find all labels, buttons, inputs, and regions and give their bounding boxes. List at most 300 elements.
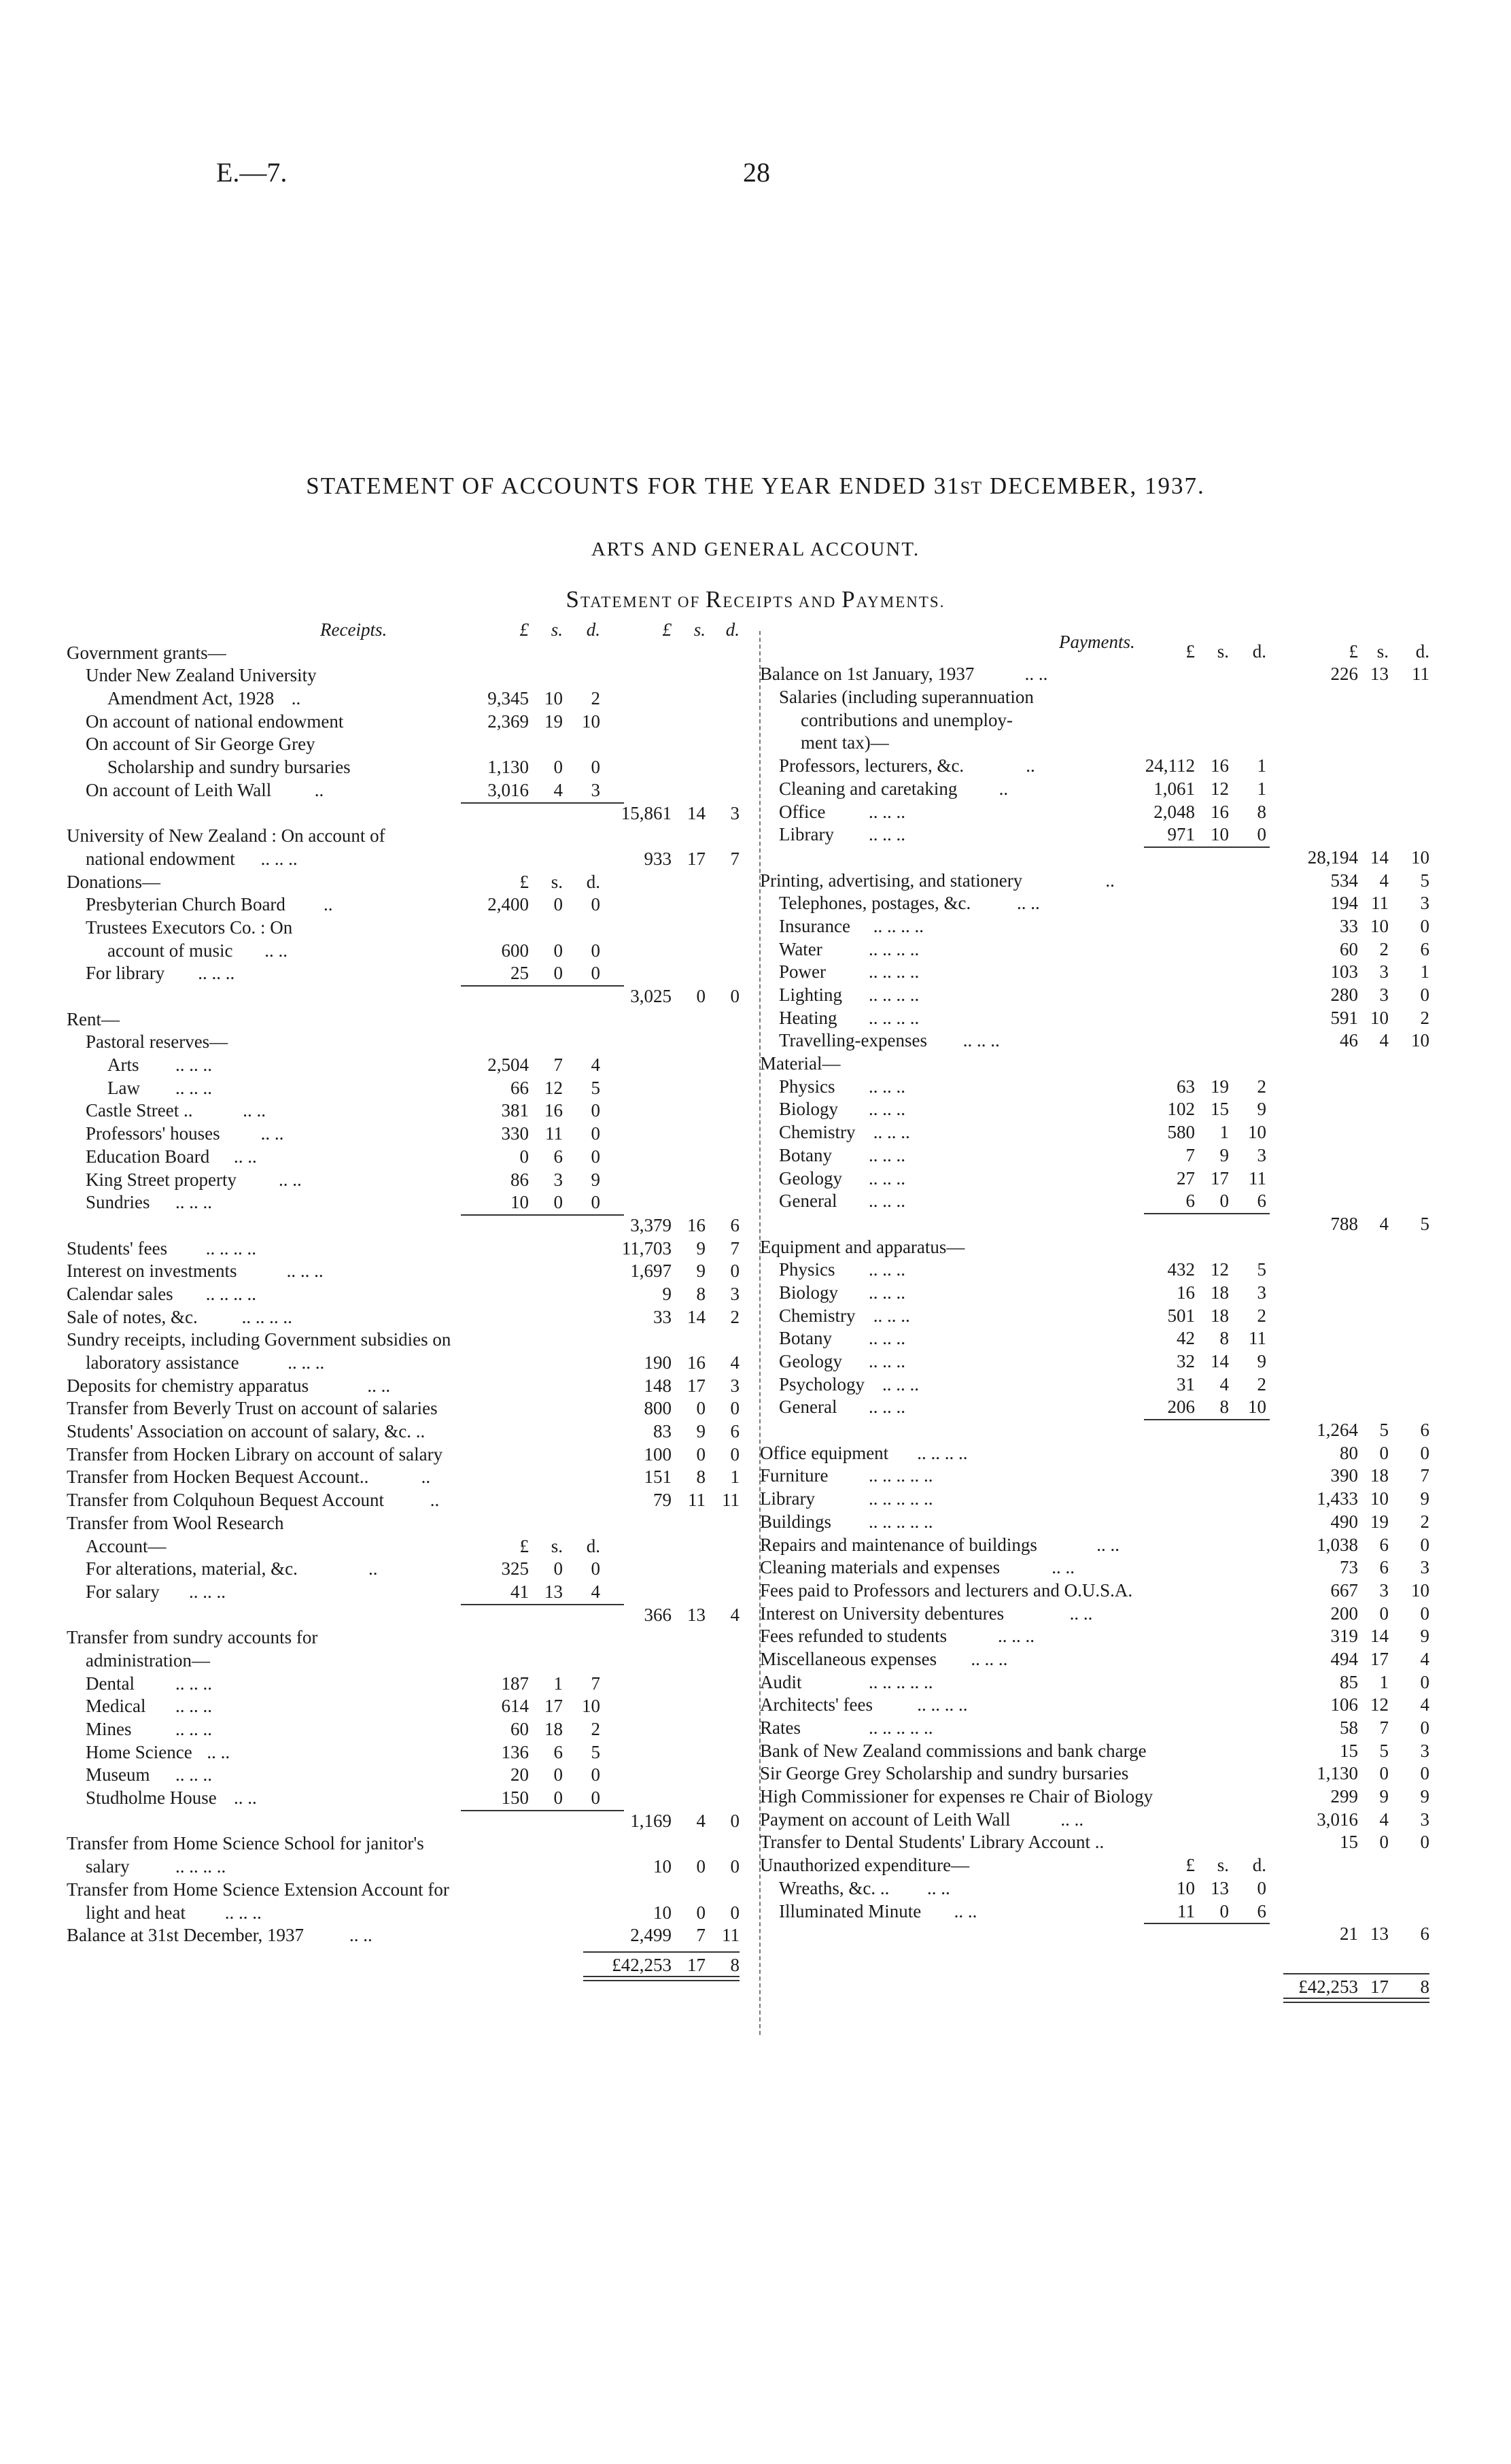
shillings-amount: 0 (553, 1764, 563, 1785)
payments-row (760, 1121, 1446, 1144)
total-pounds-amount: 10 (653, 1902, 672, 1923)
total-pounds-amount: 46 (1340, 1030, 1358, 1051)
pence-amount: 0 (1257, 824, 1266, 845)
total-pounds-amount: 226 (1330, 664, 1358, 685)
pence-amount: 3 (591, 779, 600, 800)
leader-dots: .. .. .. (869, 1191, 905, 1212)
payments-row (760, 1259, 1446, 1282)
pounds-amount: 150 (501, 1787, 529, 1809)
pence-amount: 0 (591, 1123, 600, 1144)
pence-amount: 0 (1257, 1877, 1266, 1898)
total-pounds-amount: 148 (644, 1375, 672, 1396)
payments-row (760, 984, 1446, 1007)
leader-dots: .. .. (234, 1146, 257, 1167)
shillings-amount: 18 (1211, 1282, 1229, 1303)
line-item-label: Trustees Executors Co. : On (86, 917, 293, 938)
payments-row (760, 1213, 1446, 1236)
receipts-row (67, 1581, 753, 1604)
payments-row (760, 778, 1446, 801)
total-shillings-amount: 6 (1379, 1534, 1389, 1555)
leader-dots: .. .. .. (869, 1397, 905, 1418)
pence-amount: 7 (591, 1673, 600, 1694)
total-shillings-amount: 13 (1370, 664, 1389, 685)
total-pounds-amount: 151 (644, 1467, 672, 1488)
leader-dots: .. .. .. (286, 1261, 324, 1282)
total-pounds-amount: 83 (653, 1421, 672, 1442)
line-item-label: Miscellaneous expenses (760, 1648, 937, 1669)
total-pounds-amount: 100 (644, 1443, 672, 1465)
payments-row (760, 938, 1446, 961)
receipts-row (67, 1169, 753, 1192)
receipts-row (67, 1673, 753, 1696)
line-item-label: Deposits for chemistry apparatus (67, 1375, 309, 1396)
total-pounds-amount: 15 (1340, 1832, 1358, 1853)
pounds-amount: 0 (519, 1146, 529, 1167)
total-pounds-amount: 200 (1330, 1603, 1358, 1624)
line-item-label: Interest on University debentures (760, 1603, 1005, 1624)
total-pence-amount: 10 (1411, 846, 1429, 868)
total-pence-amount: 0 (1420, 985, 1429, 1005)
total-shillings-amount: 18 (1370, 1465, 1389, 1486)
payments-row (760, 1625, 1446, 1648)
total-pounds-amount: 1,697 (630, 1261, 672, 1282)
col1-heading: £ (1185, 640, 1195, 662)
total-shillings-amount: 7 (696, 1925, 706, 1946)
receipts-row (67, 1764, 753, 1787)
total-pounds-amount: 103 (1330, 961, 1358, 982)
line-item-label: On account of national endowment (86, 711, 344, 732)
line-item-label: Botany (779, 1328, 832, 1349)
total-shillings-amount: 2 (1379, 938, 1389, 959)
payments-row (760, 1740, 1446, 1763)
total-shillings-amount: 0 (1379, 1832, 1389, 1853)
line-item-label: Payment on account of Leith Wall (760, 1809, 1011, 1830)
receipts-row (67, 1283, 753, 1306)
total-pence-amount: 0 (730, 986, 740, 1006)
payments-row (760, 1442, 1446, 1465)
total-pence-amount: 1 (730, 1467, 740, 1488)
line-item-label: Cleaning and caretaking (779, 778, 958, 799)
leader-dots: .. .. .. (288, 1352, 325, 1373)
payments-row (760, 1671, 1446, 1694)
total-shillings-amount: 11 (1371, 893, 1389, 914)
receipts-row (67, 1810, 753, 1833)
total-pounds-amount: 280 (1330, 985, 1358, 1005)
line-item-label: salary (86, 1856, 130, 1877)
line-item-label: Sundry receipts, including Government subsidies on (67, 1329, 451, 1350)
leader-dots: .. .. (954, 1900, 977, 1921)
line-item-label: contributions and unemploy- (801, 709, 1013, 730)
total-shillings-amount: 4 (1379, 1213, 1389, 1234)
line-item-label: Professors, lecturers, &c. (779, 755, 965, 776)
receipts-row (67, 1306, 753, 1329)
receipts-row (67, 1077, 753, 1100)
receipts-row (67, 1054, 753, 1077)
shillings-amount: 3 (553, 1169, 563, 1190)
col1-heading: s. (551, 619, 563, 640)
total-pounds-amount: 390 (1330, 1465, 1358, 1486)
pounds-amount: 600 (501, 940, 529, 961)
line-item-label: Law (107, 1077, 140, 1098)
total-pounds-amount: 494 (1330, 1648, 1358, 1669)
line-item-label: Medical (86, 1696, 146, 1717)
total-pounds-amount: 79 (653, 1490, 672, 1511)
shillings-amount: 12 (544, 1077, 563, 1098)
line-item-label: Students' Association on account of salary, &c. .. (67, 1421, 425, 1442)
line-item-label: Material— (760, 1053, 841, 1074)
line-item-label: Museum (86, 1764, 150, 1785)
leader-dots: .. .. .. (873, 1305, 910, 1326)
col1-heading: £ (519, 619, 529, 640)
col2-heading: d. (1415, 640, 1429, 662)
receipts-row (67, 1237, 753, 1261)
total-pounds-amount: 194 (1330, 893, 1358, 914)
line-item-label: Scholarship and sundry bursaries (107, 757, 351, 778)
receipts-row (67, 1604, 753, 1627)
payments-row (760, 709, 1446, 732)
pence-amount: 10 (1248, 1122, 1266, 1143)
total-pence-amount: 4 (730, 1604, 740, 1625)
line-item-label: Presbyterian Church Board (86, 894, 285, 915)
line-item-label: Unauthorized expenditure— (760, 1855, 970, 1876)
leader-dots: .. .. .. (869, 824, 905, 845)
shillings-amount: 11 (545, 1123, 563, 1144)
pounds-amount: 60 (510, 1719, 529, 1739)
line-item-label: Water (779, 938, 822, 959)
subtotal-rule (1144, 1419, 1270, 1420)
total-pounds-amount: 1,264 (1317, 1420, 1358, 1441)
leader-dots: .. .. .. (175, 1764, 212, 1785)
total-shillings-amount: 0 (696, 1443, 706, 1465)
col1-heading: s. (1217, 640, 1229, 662)
shillings-amount: 0 (553, 963, 563, 984)
shillings-amount: 10 (544, 688, 563, 709)
pounds-amount: 187 (501, 1673, 529, 1694)
payments-row (760, 1190, 1446, 1213)
leader-dots: .. .. .. (869, 1076, 905, 1097)
line-item-label: Biology (779, 1099, 839, 1120)
total-pounds-amount: 85 (1340, 1671, 1358, 1692)
total-pence-amount: 4 (1420, 1694, 1429, 1715)
total-pounds-amount: 788 (1330, 1213, 1358, 1234)
shillings-amount: 16 (544, 1100, 563, 1121)
total-shillings-amount: 9 (1379, 1786, 1389, 1807)
line-item-label: national endowment (86, 848, 235, 869)
total-shillings-amount: 0 (1379, 1442, 1389, 1463)
total-pence-amount: 4 (1420, 1648, 1429, 1669)
pence-amount: 2 (1257, 1305, 1266, 1326)
total-pence-amount: 5 (1420, 870, 1429, 891)
total-pence-amount: 2 (1420, 1511, 1429, 1532)
receipts-row (67, 1375, 753, 1398)
total-pounds-amount: 366 (644, 1604, 672, 1625)
line-item-label: Students' fees (67, 1237, 168, 1259)
line-item-label: account of music (107, 940, 233, 961)
line-item-label: Account— (86, 1535, 167, 1556)
line-item-label: Biology (779, 1282, 839, 1303)
leader-dots: .. .. .. (189, 1581, 226, 1602)
leader-dots: .. .. (243, 1100, 266, 1121)
pence-amount: 0 (591, 1764, 600, 1785)
col2-heading: s. (693, 619, 706, 640)
payments-row (760, 892, 1446, 915)
col1-heading: s. (1217, 1855, 1229, 1876)
line-item-label: Salaries (including superannuation (779, 687, 1034, 708)
line-item-label: Transfer from Hocken Bequest Account.. (67, 1467, 369, 1488)
pence-amount: 10 (582, 1696, 600, 1717)
total-shillings-amount: 17 (687, 848, 706, 869)
line-item-label: ment tax)— (801, 732, 889, 753)
leader-dots: .. .. (1069, 1603, 1093, 1624)
total-pence-amount: 4 (730, 1352, 740, 1373)
pence-amount: 4 (591, 1055, 600, 1076)
leader-dots: .. .. .. (869, 1282, 905, 1303)
leader-dots: .. (291, 688, 301, 709)
total-pounds-amount: 73 (1340, 1557, 1358, 1578)
line-item-label: Transfer from Hocken Library on account of salary (67, 1443, 443, 1465)
shillings-amount: 10 (1211, 824, 1229, 845)
pounds-amount: 20 (510, 1764, 529, 1785)
leader-dots: .. .. .. (175, 1077, 212, 1098)
line-item-label: For library (86, 963, 165, 984)
receipts-row (67, 1443, 753, 1467)
payments-row (760, 686, 1446, 709)
pounds-amount: 2,504 (487, 1055, 529, 1076)
receipts-row (67, 1214, 753, 1237)
total-pence-amount: 0 (730, 1856, 740, 1877)
leader-dots: .. (368, 1558, 378, 1579)
payments-row (760, 915, 1446, 938)
line-item-label: Lighting (779, 985, 842, 1005)
pounds-amount: 3,016 (487, 779, 529, 800)
leader-dots: .. .. .. (198, 963, 235, 984)
leader-dots: .. .. .. (962, 1030, 1000, 1051)
total-pence-amount: 6 (730, 1214, 740, 1235)
total-pounds-amount: 1,433 (1317, 1488, 1358, 1509)
total-pounds-amount: 534 (1330, 870, 1358, 891)
line-item-label: Chemistry (779, 1122, 856, 1143)
receipts-row (67, 1031, 753, 1054)
total-shillings-amount: 5 (1379, 1420, 1389, 1441)
total-pence-amount: 0 (730, 1261, 740, 1282)
pence-amount: 11 (1249, 1328, 1266, 1349)
pence-amount: 9 (591, 1169, 600, 1190)
line-item-label: Calendar sales (67, 1283, 173, 1304)
total-shillings-amount: 10 (1370, 1488, 1389, 1509)
total-shillings-amount: 0 (696, 1902, 706, 1923)
total-pence-amount: 1 (1420, 961, 1429, 982)
title-text-post: DECEMBER, 1937. (982, 473, 1205, 499)
total-shillings-amount: 17 (687, 1954, 706, 1975)
pence-amount: 6 (1257, 1900, 1266, 1921)
payments-row (760, 1785, 1446, 1809)
total-shillings-amount: 8 (696, 1467, 706, 1488)
leader-dots: .. .. .. (175, 1719, 212, 1739)
receipts-row (67, 687, 753, 711)
payments-row (760, 1465, 1446, 1488)
line-item-label: Repairs and maintenance of buildings (760, 1534, 1037, 1555)
leader-dots: .. .. (349, 1925, 372, 1946)
line-item-label: Education Board (86, 1146, 210, 1167)
receipts-row (67, 1741, 753, 1764)
pence-amount: 2 (1257, 1373, 1266, 1394)
line-item-label: Chemistry (779, 1305, 856, 1326)
payments-row (760, 755, 1446, 778)
line-item-label: Castle Street .. (86, 1100, 193, 1121)
line-item-label: Illuminated Minute (779, 1900, 922, 1921)
payments-row (760, 1694, 1446, 1717)
pounds-amount: 9,345 (487, 688, 529, 709)
line-item-label: Audit (760, 1671, 802, 1692)
shillings-amount: 6 (553, 1146, 563, 1167)
line-item-label: Insurance (779, 915, 850, 936)
payments-heading: Payments. (1059, 632, 1135, 652)
col1-heading: £ (519, 871, 529, 892)
payments-row (760, 1007, 1446, 1030)
pounds-amount: 330 (501, 1123, 529, 1144)
leader-dots: .. .. .. .. .. (869, 1488, 933, 1509)
shillings-amount: 18 (1211, 1305, 1229, 1326)
pence-amount: 10 (1248, 1397, 1266, 1418)
shillings-amount: 0 (553, 1558, 563, 1579)
leader-dots: .. .. .. (998, 1626, 1035, 1647)
total-shillings-amount: 17 (1370, 1648, 1389, 1669)
line-item-label: Buildings (760, 1511, 832, 1532)
line-item-label: Pastoral reserves— (86, 1031, 228, 1053)
total-pence-amount: 6 (730, 1421, 740, 1442)
line-item-label: Interest on investments (67, 1261, 237, 1282)
shillings-amount: 17 (544, 1696, 563, 1717)
title-ordinal-suffix: ST (960, 478, 983, 498)
shillings-amount: 8 (1219, 1328, 1229, 1349)
col1-heading: d. (586, 871, 600, 892)
leader-dots: .. .. .. .. .. (869, 1511, 933, 1532)
total-pence-amount: 3 (730, 1283, 740, 1304)
total-pounds-amount: 1,038 (1317, 1534, 1358, 1555)
total-shillings-amount: 3 (1379, 961, 1389, 982)
leader-dots: .. .. (234, 1787, 257, 1809)
total-pence-amount: 2 (1420, 1007, 1429, 1028)
total-pounds-amount: 800 (644, 1398, 672, 1419)
receipts-row (67, 1924, 753, 1947)
receipts-row (67, 871, 753, 894)
total-pence-amount: 8 (1420, 1976, 1429, 1997)
total-pence-amount: 7 (730, 1237, 740, 1259)
line-item-label: Equipment and apparatus— (760, 1236, 965, 1257)
total-shillings-amount: 13 (1370, 1923, 1389, 1945)
leader-dots: .. .. .. (260, 848, 298, 869)
pounds-amount: 41 (510, 1581, 529, 1602)
total-shillings-amount: 3 (1379, 1579, 1389, 1601)
receipts-row (67, 825, 753, 848)
col2-heading: s. (1376, 640, 1389, 662)
receipts-row (67, 1787, 753, 1810)
total-pence-amount: 2 (730, 1306, 740, 1327)
col1-heading: £ (519, 1535, 529, 1556)
total-pence-amount: 11 (722, 1925, 740, 1946)
line-item-label: Physics (779, 1259, 835, 1280)
receipts-row (67, 985, 753, 1008)
line-item-label: Geology (779, 1167, 842, 1188)
total-shillings-amount: 4 (1379, 1809, 1389, 1830)
payments-row (760, 870, 1446, 893)
total-pence-amount: 0 (1420, 1603, 1429, 1624)
col1-heading: d. (586, 619, 600, 640)
leader-dots: .. .. .. .. (869, 1007, 920, 1028)
line-item-label: light and heat (86, 1902, 186, 1923)
payments-row (760, 1236, 1446, 1259)
pounds-amount: 10 (510, 1192, 529, 1213)
receipts-row (67, 1420, 753, 1443)
col1-heading: s. (551, 871, 563, 892)
leader-dots: .. .. (927, 1877, 950, 1898)
payments-row (760, 1603, 1446, 1626)
total-pounds-amount: 10 (653, 1856, 672, 1877)
receipts-row (67, 1951, 753, 1974)
payments-row (760, 1534, 1446, 1557)
total-pounds-amount: 33 (1340, 915, 1358, 936)
total-pounds-amount: 21 (1340, 1923, 1358, 1945)
leader-dots: .. .. .. .. (205, 1283, 257, 1304)
line-item-label: General (779, 1191, 837, 1212)
leader-dots: .. .. (207, 1741, 230, 1762)
receipts-row (67, 642, 753, 665)
shillings-amount: 6 (553, 1741, 563, 1762)
pounds-amount: 66 (510, 1077, 529, 1098)
line-item-label: Printing, advertising, and stationery (760, 870, 1023, 891)
pence-amount: 6 (1257, 1191, 1266, 1212)
total-pence-amount: 3 (1420, 893, 1429, 914)
total-pence-amount: 0 (1420, 1534, 1429, 1555)
total-shillings-amount: 3 (1379, 985, 1389, 1005)
total-shillings-amount: 10 (1370, 915, 1389, 936)
pounds-amount: 432 (1167, 1259, 1195, 1280)
total-pence-amount: 6 (1420, 1923, 1429, 1945)
line-item-label: Sundries (86, 1192, 150, 1213)
receipts-row (67, 1695, 753, 1718)
line-item-label: Power (779, 961, 826, 982)
line-item-label: Geology (779, 1351, 842, 1371)
total-pence-amount: 8 (730, 1954, 740, 1975)
leader-dots: .. .. .. .. (241, 1306, 292, 1327)
subtotal-rule (1144, 1923, 1270, 1924)
total-pence-amount: 0 (1420, 1717, 1429, 1738)
shillings-amount: 9 (1219, 1144, 1229, 1165)
total-shillings-amount: 1 (1379, 1671, 1389, 1692)
leader-dots: .. .. (260, 1123, 284, 1144)
pence-amount: 0 (591, 1100, 600, 1121)
total-shillings-amount: 14 (687, 802, 706, 823)
line-item-label: Amendment Act, 1928 (107, 688, 275, 709)
receipts-row (67, 1099, 753, 1123)
line-item-label: Transfer from Beverly Trust on account of salaries (67, 1398, 438, 1419)
pence-amount: 0 (591, 1146, 600, 1167)
total-shillings-amount: 4 (1379, 870, 1389, 891)
total-pence-amount: 0 (730, 1443, 740, 1465)
line-item-label: Office (779, 801, 826, 822)
line-item-label: Rent— (67, 1008, 120, 1029)
line-item-label: Balance on 1st January, 1937 (760, 664, 975, 685)
col2-heading: £ (662, 619, 672, 640)
leader-dots: .. .. .. (873, 1122, 910, 1143)
receipts-row (67, 893, 753, 917)
total-pence-amount: 3 (1420, 1740, 1429, 1761)
receipts-row (67, 1832, 753, 1855)
total-pence-amount: 0 (1420, 1763, 1429, 1784)
payments-row (760, 1923, 1446, 1946)
total-pounds-amount: 190 (644, 1352, 672, 1373)
payments-row (760, 1877, 1446, 1900)
